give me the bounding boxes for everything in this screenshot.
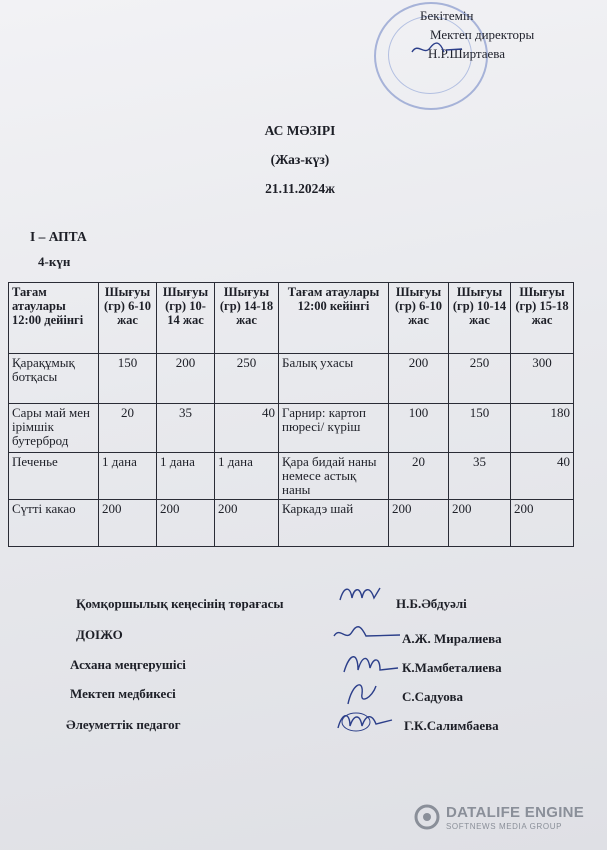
document-title: АС МӘЗІРІ (264, 123, 336, 138)
header-cell: Тағам атаулары 12:00 дейінгі (9, 283, 99, 354)
table-cell: Гарнир: картоп пюресі/ күріш (279, 404, 389, 453)
table-row (9, 453, 574, 500)
table-cell: 200 (389, 500, 449, 547)
table-cell: 40 (215, 404, 279, 453)
table-cell: 180 (511, 404, 574, 453)
menu-table (8, 282, 574, 547)
document-date: 21.11.2024ж (265, 181, 335, 196)
week-label: I – АПТА (30, 229, 87, 244)
signature-mark (340, 648, 402, 678)
table-cell: Печенье (9, 453, 99, 500)
signer-name: Н.Б.Әбдуәлі (396, 596, 467, 611)
season: (Жаз-күз) (270, 152, 330, 167)
table-cell: 1 дана (215, 453, 279, 500)
table-cell: 20 (389, 453, 449, 500)
signature-mark (334, 706, 396, 736)
table-cell: 150 (449, 404, 511, 453)
table-cell: 100 (389, 404, 449, 453)
table-cell: 1 дана (99, 453, 157, 500)
signer-name: Г.К.Салимбаева (404, 718, 499, 733)
approval-position: Мектеп директоры (430, 27, 535, 42)
signature-mark (336, 582, 384, 608)
table-cell: Қара бидай наны немесе астық наны (279, 453, 389, 500)
table-cell: 1 дана (157, 453, 215, 500)
table-cell: 300 (511, 354, 574, 404)
table-row (9, 354, 574, 404)
header-cell: Шығуы (гр) 6-10 жас (389, 283, 449, 354)
signer-role: ДОІЖО (76, 627, 123, 642)
signature-mark (330, 622, 404, 644)
watermark-subtitle: SOFTNEWS MEDIA GROUP (446, 822, 563, 831)
table-cell: 200 (511, 500, 574, 547)
signer-name: К.Мамбеталиева (402, 660, 502, 675)
signer-role: Қомқоршылық кеңесінің төрағасы (76, 596, 284, 611)
table-cell: 150 (99, 354, 157, 404)
approval-heading: Бекітемін (420, 8, 474, 23)
datalife-logo-icon (414, 804, 440, 830)
header-cell: Тағам атаулары 12:00 кейінгі (279, 283, 389, 354)
table-cell: 200 (157, 500, 215, 547)
table-cell: 35 (449, 453, 511, 500)
watermark-title: DATALIFE ENGINE (446, 804, 585, 821)
table-cell: 40 (511, 453, 574, 500)
table-header-row (9, 283, 574, 354)
table-cell: Каркадэ шай (279, 500, 389, 547)
approval-name: Н.Р.Ширтаева (428, 46, 506, 61)
table-row (9, 404, 574, 453)
day-label: 4-күн (38, 254, 71, 269)
director-signature (410, 38, 470, 60)
header-cell: Шығуы (гр) 6-10 жас (99, 283, 157, 354)
header-cell: Шығуы (гр) 14-18 жас (215, 283, 279, 354)
header-cell: Шығуы (гр) 10-14 жас (449, 283, 511, 354)
table-row (9, 500, 574, 547)
table-cell: 200 (157, 354, 215, 404)
table-cell: Сүтті какао (9, 500, 99, 547)
table-cell: 200 (99, 500, 157, 547)
signer-name: А.Ж. Миралиева (402, 631, 502, 646)
table-cell: Қарақұмық ботқасы (9, 354, 99, 404)
signature-mark (342, 676, 382, 708)
header-cell: Шығуы (гр) 10-14 жас (157, 283, 215, 354)
table-cell: 200 (215, 500, 279, 547)
header-cell: Шығуы (гр) 15-18 жас (511, 283, 574, 354)
table-cell: 250 (449, 354, 511, 404)
signer-role: Асхана меңгерушісі (70, 657, 186, 672)
table-cell: Балық ухасы (279, 354, 389, 404)
table-cell: 35 (157, 404, 215, 453)
signer-name: С.Садуова (402, 689, 463, 704)
document-title-block (210, 116, 390, 203)
signer-role: Әлеуметтік педагог (66, 717, 181, 732)
table-cell: 200 (389, 354, 449, 404)
table-cell: Сары май мен ірімшік бутерброд (9, 404, 99, 453)
table-cell: 20 (99, 404, 157, 453)
table-cell: 250 (215, 354, 279, 404)
site-watermark (414, 800, 594, 840)
table-cell: 200 (449, 500, 511, 547)
signer-role: Мектеп медбикесі (70, 686, 176, 701)
